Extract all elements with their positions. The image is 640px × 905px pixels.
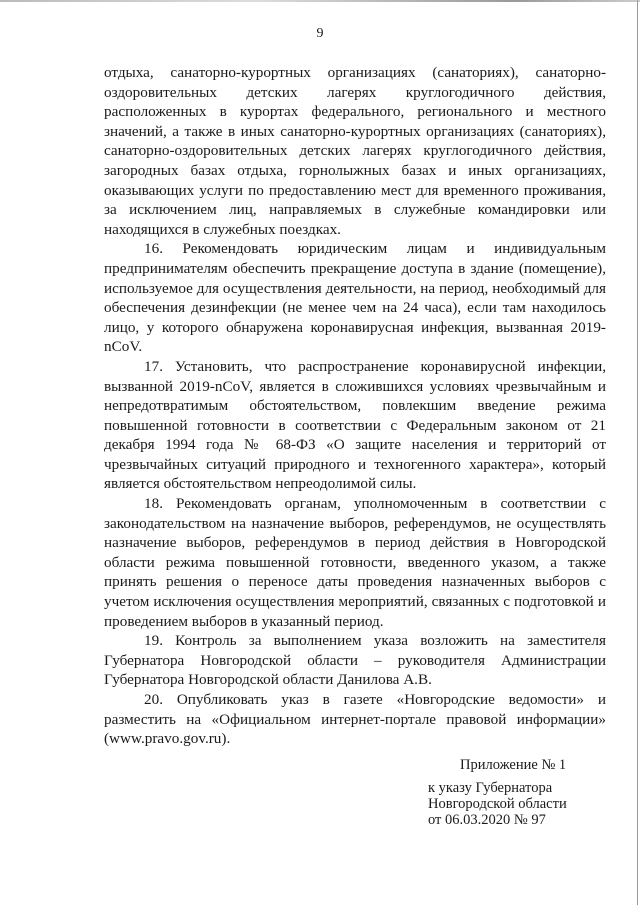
paragraph-18: 18. Рекомендовать органам, уполномоченным в соответствии с законодательством на назначение выборов, референдумов, не осуществлять назначение выборов, референдумов в период действия в Новгородской области режима повышенной готовности, введенного указом, а также принять решения о переносе даты проведения назначенных выборов с учетом исключения осуществления мероприятий, связанных с подготовкой и проведением выборов в указанный период.	[104, 495, 606, 630]
appendix-line-date: от 06.03.2020 № 97	[428, 812, 546, 828]
document-body	[104, 63, 606, 749]
appendix-line-decree: к указу Губернатора	[428, 780, 553, 796]
page-number: 9	[316, 26, 324, 41]
appendix-title: Приложение № 1	[460, 757, 567, 773]
appendix-line-region: Новгородской области	[428, 796, 567, 812]
paragraph-20: 20. Опубликовать указ в газете «Новгородские ведомости» и разместить на «Официальном интернет-портале правовой информации» (www.pravo.gov.ru).	[104, 691, 606, 748]
scan-edge-top	[0, 0, 640, 2]
scan-edge-right	[637, 0, 638, 905]
paragraph-continuation: отдыха, санаторно-курортных организациях (санаториях), санаторно-оздоровительных детских лагерях круглогодичного действия, расположенных в курортах федерального, регионального и местного значений, а также в иных санаторно-курортных организациях (санаториях), санаторно-оздоровительных детских лагерях круглогодичного действия, загородных базах отдыха, горнолыжных базах и иных организациях, оказывающих услуги по предоставлению мест для временного проживания, за исключением лиц, направляемых в служебные командировки или находящихся в служебных поездках.	[104, 64, 606, 238]
paragraph-19: 19. Контроль за выполнением указа возложить на заместителя Губернатора Новгородской области – руководителя Администрации Губернатора Новгородской области Данилова А.В.	[104, 632, 606, 689]
paragraph-17: 17. Установить, что распространение коронавирусной инфекции, вызванной 2019-nCoV, является в сложившихся условиях чрезвычайным и непредотвратимым обстоятельством, повлекшим введение режима повышенной готовности в соответствии с Федеральным законом от 21 декабря 1994 года № 68-ФЗ «О защите населения и территорий от чрезвычайных ситуаций природного и техногенного характера», который является обстоятельством непреодолимой силы.	[104, 357, 606, 493]
appendix-block	[428, 757, 628, 828]
paragraph-16: 16. Рекомендовать юридическим лицам и индивидуальным предпринимателям обеспечить прекращение доступа в здание (помещение), используемое для осуществления деятельности, на период, необходимый для обеспечения дезинфекции (не менее чем на 24 часа), если там находилось лицо, у которого обнаружена коронавирусная инфекция, вызванная 2019-nCoV.	[104, 240, 606, 356]
